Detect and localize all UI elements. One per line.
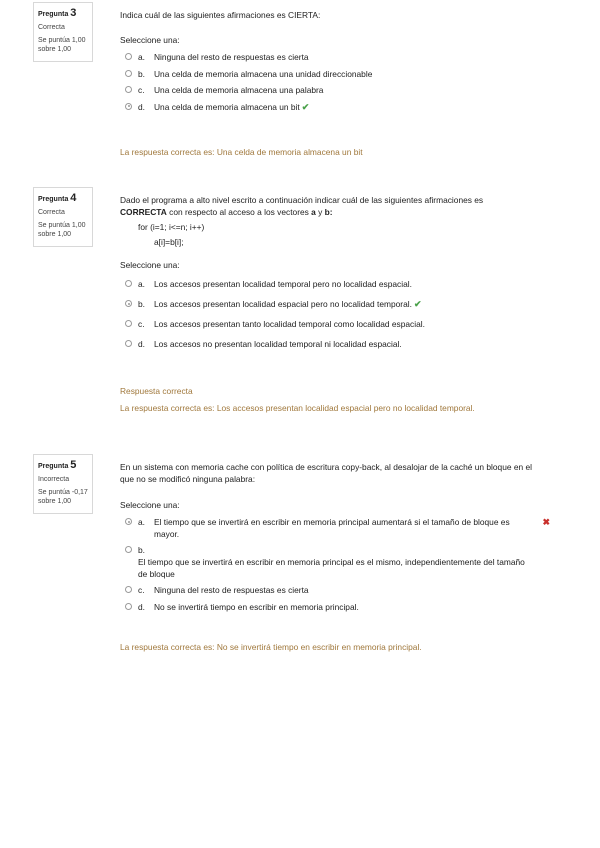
- option-c[interactable]: c. Una celda de memoria almacena una palabra: [120, 84, 545, 96]
- option-b[interactable]: b. Los accesos presentan localidad espacial pero no localidad temporal. ✔: [120, 298, 545, 310]
- option-d[interactable]: d. Los accesos no presentan localidad temporal ni localidad espacial.: [120, 338, 545, 350]
- correct-answer-feedback: La respuesta correcta es: Una celda de memoria almacena un bit: [120, 146, 363, 157]
- code-block: for (i=1; i<=n; i++) a[i]=b[i];: [138, 222, 205, 247]
- radio-button[interactable]: [125, 70, 132, 77]
- question-info: [33, 187, 93, 247]
- question-info: [33, 454, 93, 514]
- question-text: Indica cuál de las siguientes afirmaciones es CIERTA:: [120, 10, 321, 20]
- option-c[interactable]: c. Ninguna del resto de respuestas es cierta: [120, 584, 545, 596]
- radio-button[interactable]: [125, 586, 132, 593]
- radio-button[interactable]: [125, 53, 132, 60]
- correct-check-icon: ✔: [301, 101, 310, 112]
- option-c[interactable]: c. Los accesos presentan tanto localidad temporal como localidad espacial.: [120, 318, 545, 330]
- question-state: Correcta: [38, 24, 65, 31]
- option-d[interactable]: d. No se invertirá tiempo en escribir en memoria principal.: [120, 601, 545, 613]
- radio-button[interactable]: [125, 280, 132, 287]
- correct-answer-feedback: La respuesta correcta es: Los accesos presentan localidad espacial pero no localidad temporal.: [120, 403, 475, 413]
- select-prompt: Seleccione una:: [120, 500, 180, 510]
- correct-answer-feedback: La respuesta correcta es: No se invertirá tiempo en escribir en memoria principal.: [120, 642, 422, 652]
- question-number: Pregunta 4: [38, 192, 77, 204]
- option-a[interactable]: a. Ninguna del resto de respuestas es cierta: [120, 51, 545, 63]
- radio-button-selected[interactable]: [125, 103, 132, 110]
- question-grade: Se puntúa 1,00 sobre 1,00: [38, 222, 86, 238]
- radio-button[interactable]: [125, 603, 132, 610]
- question-state: Incorrecta: [38, 476, 70, 483]
- question-state: Correcta: [38, 209, 65, 216]
- answer-options: [120, 51, 545, 113]
- radio-button[interactable]: [125, 340, 132, 347]
- option-b[interactable]: b. Una celda de memoria almacena una unidad direccionable: [120, 68, 545, 80]
- select-prompt: Seleccione una:: [120, 260, 180, 270]
- option-a[interactable]: a. Los accesos presentan localidad temporal pero no localidad espacial.: [120, 278, 545, 290]
- question-info: [33, 2, 93, 62]
- answer-options: [120, 278, 545, 350]
- option-a[interactable]: a. El tiempo que se invertirá en escribir en memoria principal aumentará si el tamaño de bloque es mayor. ✖: [120, 516, 545, 540]
- question-grade: Se puntúa 1,00 sobre 1,00: [38, 37, 86, 53]
- answer-options: [120, 516, 550, 613]
- select-prompt: Seleccione una:: [120, 35, 180, 45]
- radio-button-selected[interactable]: [125, 300, 132, 307]
- question-text: Dado el programa a alto nivel escrito a continuación indicar cuál de las siguientes afirmaciones es CORRECTA con respecto al acceso a los vectores a y b:: [120, 195, 484, 217]
- question-grade: Se puntúa -0,17 sobre 1,00: [38, 489, 88, 505]
- radio-button[interactable]: [125, 86, 132, 93]
- radio-button-selected[interactable]: [125, 518, 132, 525]
- response-status: Respuesta correcta: [120, 386, 193, 396]
- incorrect-cross-icon: ✖: [542, 517, 550, 527]
- option-b[interactable]: b.El tiempo que se invertirá en escribir en memoria principal es el mismo, independientemente del tamaño de bloque: [120, 544, 545, 580]
- radio-button[interactable]: [125, 320, 132, 327]
- question-text: En un sistema con memoria cache con política de escritura copy-back, al desalojar de la caché un bloque en el que no se modificó ninguna palabra:: [120, 462, 533, 484]
- question-number: Pregunta 5: [38, 459, 77, 471]
- question-number: Pregunta 3: [38, 7, 77, 19]
- radio-button[interactable]: [125, 546, 132, 553]
- option-d[interactable]: d. Una celda de memoria almacena un bit ✔: [120, 101, 545, 113]
- correct-check-icon: ✔: [413, 299, 422, 309]
